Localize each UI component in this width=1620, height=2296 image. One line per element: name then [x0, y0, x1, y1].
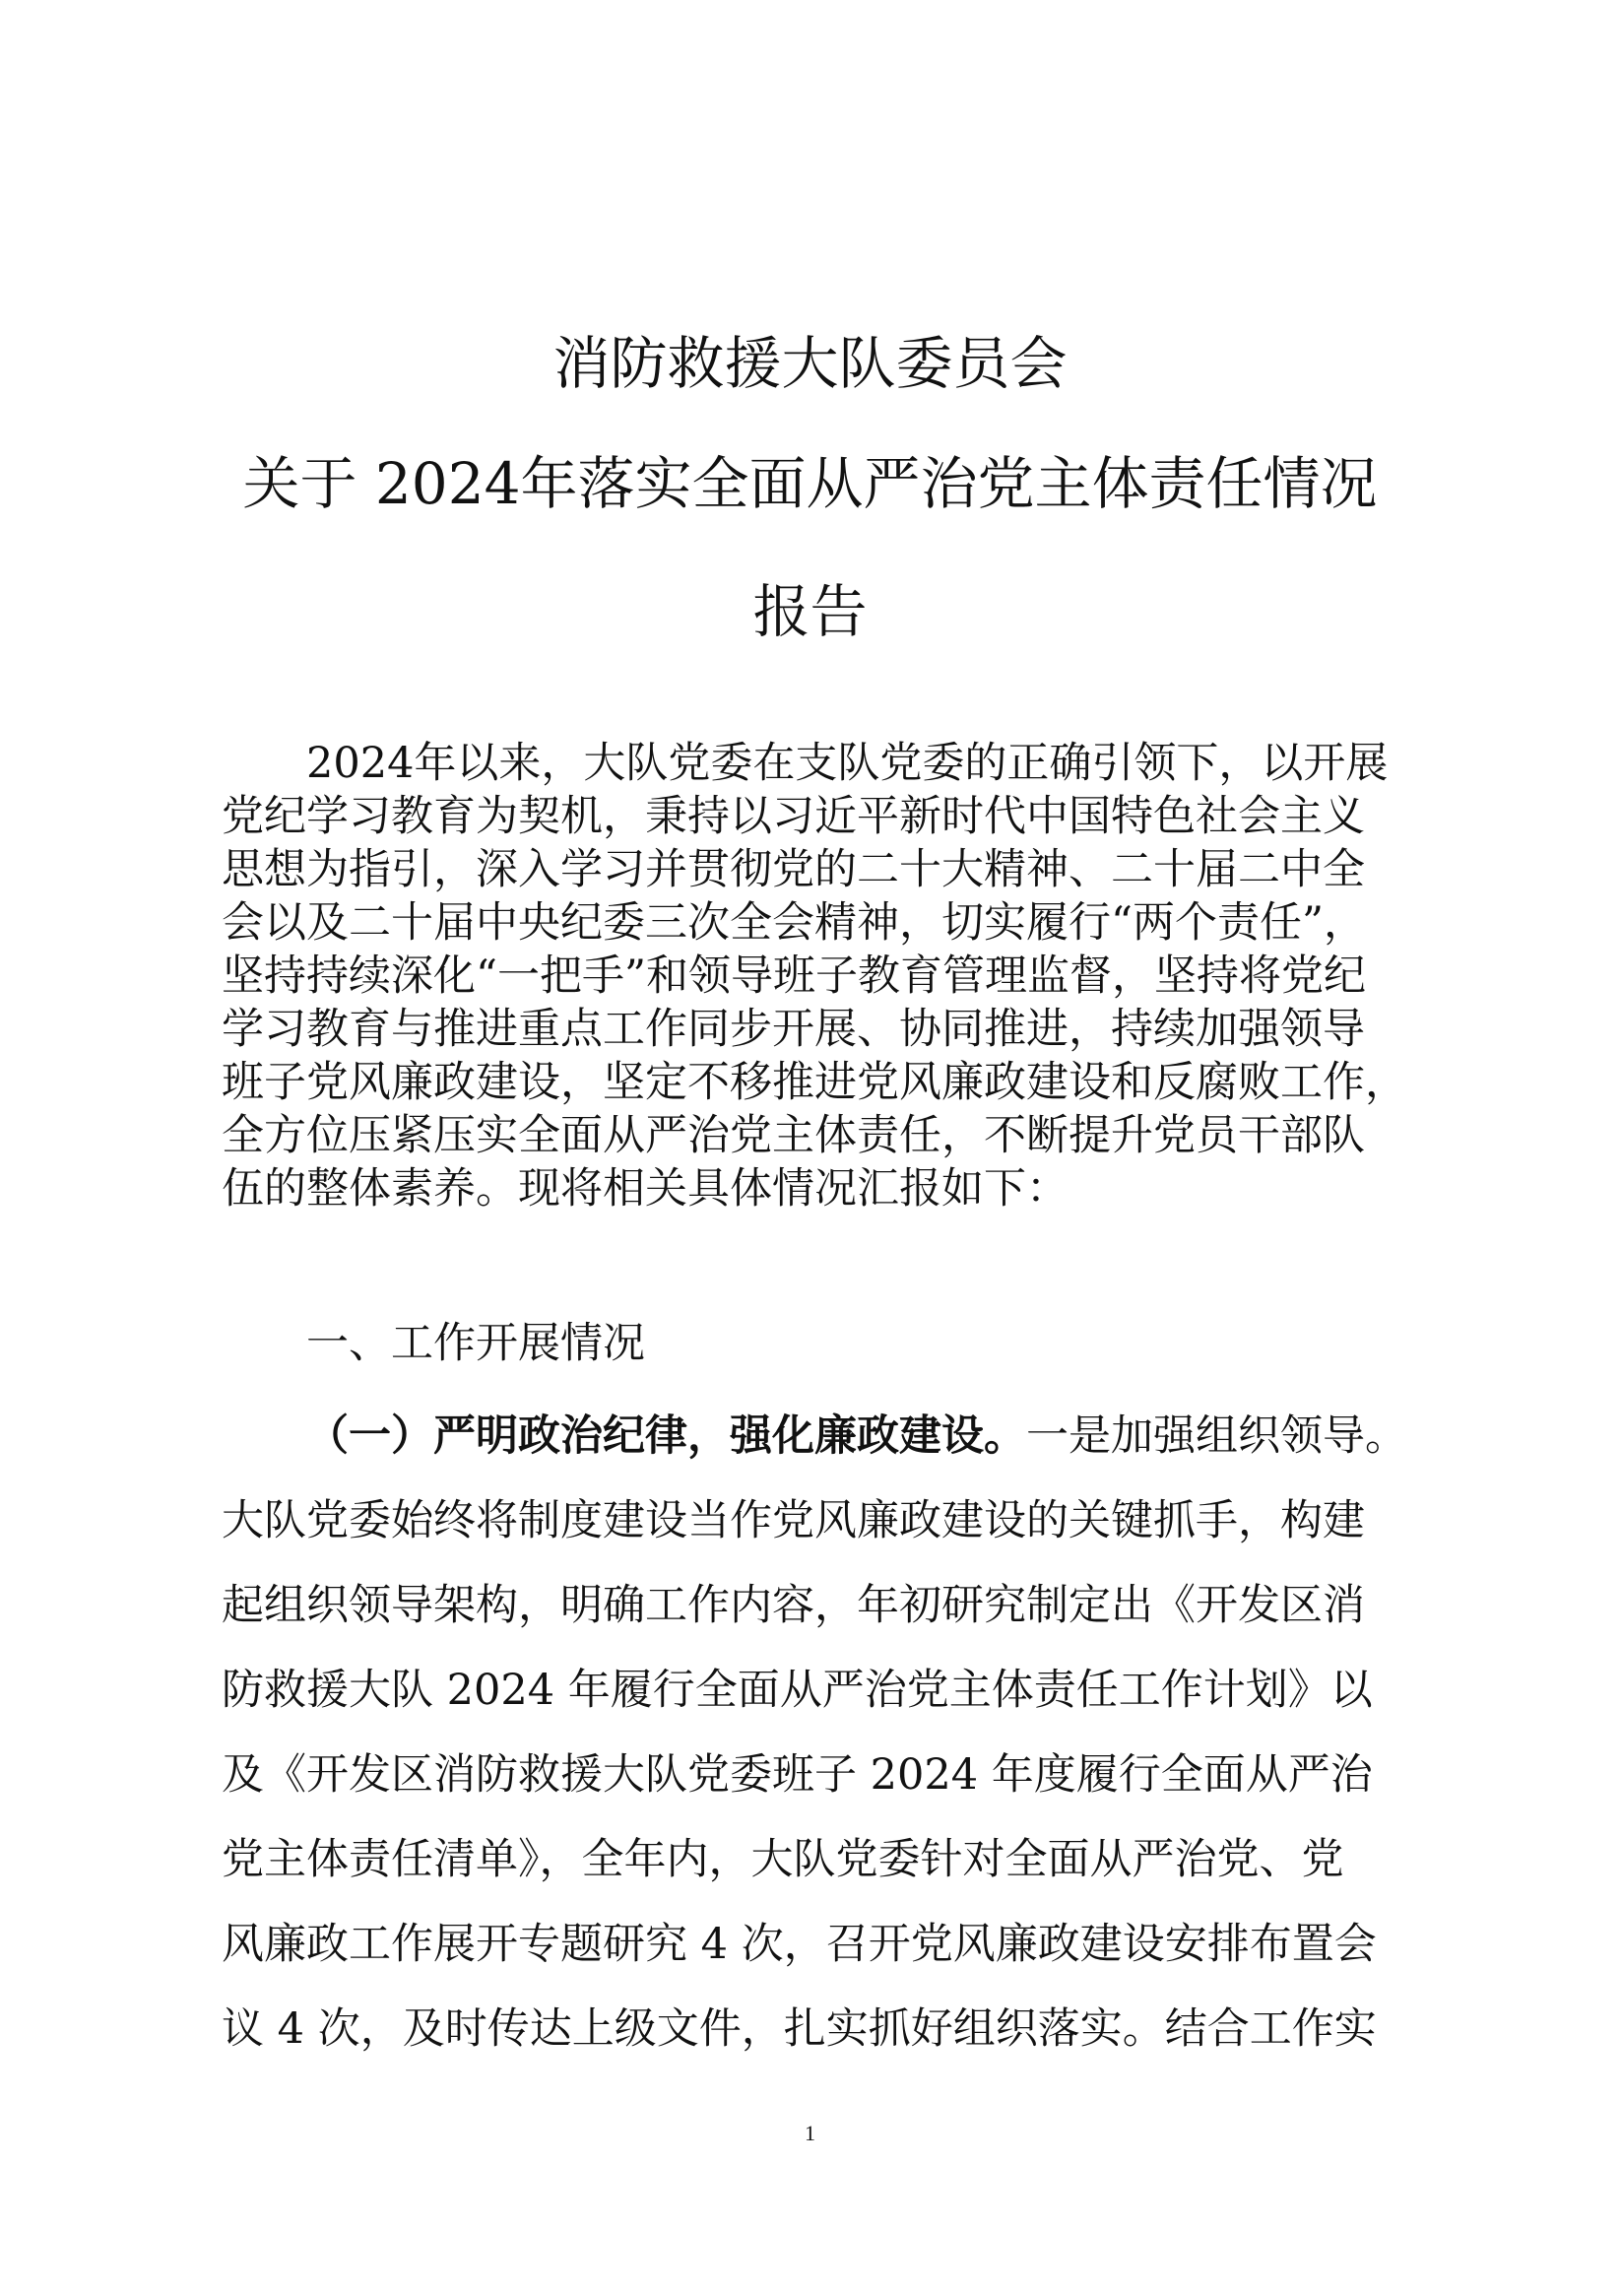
subsection-line: 党主体责任清单》，全年内，大队党委针对全面从严治党、党 [222, 1835, 1344, 1884]
section-heading: 一、工作开展情况 [306, 1319, 645, 1368]
title-line-1: 消防救援大队委员会 [552, 330, 1068, 397]
subsection-line: 议 4 次，及时传达上级文件，扎实抓好组织落实。结合工作实 [222, 2004, 1377, 2054]
subsection-bold-lead: （一）严明政治纪律，强化廉政建设。 [306, 1411, 1026, 1461]
page-number: 1 [805, 2121, 815, 2145]
subsection-line: 大队党委始终将制度建设当作党风廉政建设的关键抓手，构建 [222, 1496, 1365, 1545]
subsection-line: 防救援大队 2024 年履行全面从严治党主体责任工作计划》以 [222, 1666, 1373, 1715]
subsection-paragraph [222, 1394, 1448, 2071]
subsection-first-line [222, 1394, 1448, 1478]
intro-line: 全方位压紧压实全面从严治党主体责任，不断提升党员干部队 [222, 1111, 1365, 1160]
intro-line: 班子党风廉政建设，坚定不移推进党风廉政建设和反腐败工作， [222, 1058, 1407, 1107]
intro-line: 思想为指引，深入学习并贯彻党的二十大精神、二十届二中全 [222, 845, 1365, 894]
intro-line: 党纪学习教育为契机，秉持以习近平新时代中国特色社会主义 [222, 792, 1365, 841]
intro-line: 坚持持续深化“一把手”和领导班子教育管理监督，坚持将党纪 [222, 951, 1366, 1001]
intro-line: 伍的整体素养。现将相关具体情况汇报如下： [222, 1164, 1069, 1214]
subsection-line: 起组织领导架构，明确工作内容，年初研究制定出《开发区消 [222, 1581, 1365, 1630]
subsection-line: 风廉政工作展开专题研究 4 次，召开党风廉政建设安排布置会 [222, 1920, 1377, 1969]
title-line-2: 关于 2024年落实全面从严治党主体责任情况 [242, 450, 1378, 517]
intro-line: 学习教育与推进重点工作同步开展、协同推进，持续加强领导 [222, 1005, 1365, 1054]
intro-line: 2024年以来，大队党委在支队党委的正确引领下，以开展 [306, 739, 1389, 788]
subsection-line: 及《开发区消防救援大队党委班子 2024 年度履行全面从严治 [222, 1750, 1373, 1800]
subsection-first-line-rest: 一是加强组织领导。 [1026, 1411, 1407, 1461]
intro-line: 会以及二十届中央纪委三次全会精神，切实履行“两个责任”， [222, 898, 1366, 948]
intro-paragraph [222, 737, 1448, 1215]
title-line-3: 报告 [752, 578, 868, 645]
